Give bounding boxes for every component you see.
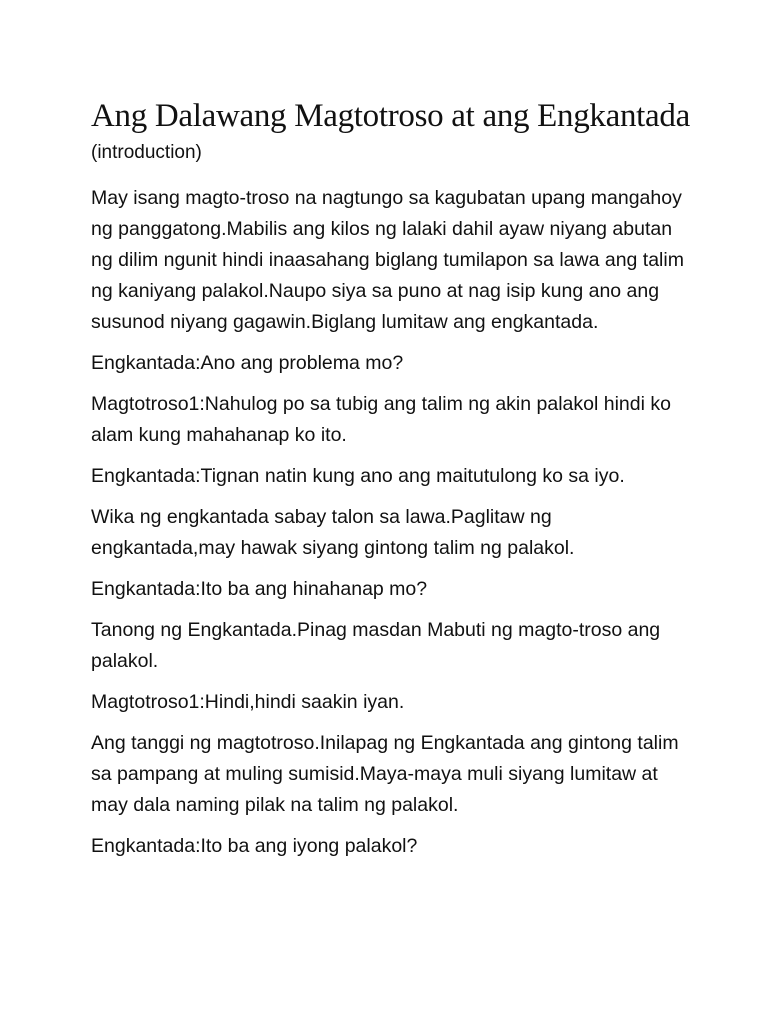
document-subtitle: (introduction) — [91, 142, 202, 163]
paragraph-dialogue: Engkantada:Ano ang problema mo? — [91, 352, 404, 374]
paragraph-dialogue: Engkantada:Tignan natin kung ano ang maitutulong ko sa iyo. — [91, 465, 625, 487]
paragraph-narration: Ang tanggi ng magtotroso.Inilapag ng Engkantada ang gintong talim sa pampang at muling sumisid.Maya-maya muli siyang lumitaw at may dala naming pilak na talim ng palakol. — [91, 732, 679, 816]
document-body — [91, 96, 691, 862]
paragraph-narration: Wika ng engkantada sabay talon sa lawa.Paglitaw ng engkantada,may hawak siyang gintong talim ng palakol. — [91, 506, 575, 559]
paragraph-dialogue: Engkantada:Ito ba ang hinahanap mo? — [91, 578, 428, 600]
paragraph-dialogue: Engkantada:Ito ba ang iyong palakol? — [91, 835, 418, 857]
paragraph-dialogue: Magtotroso1:Hindi,hindi saakin iyan. — [91, 691, 405, 713]
paragraph-dialogue: Magtotroso1:Nahulog po sa tubig ang talim ng akin palakol hindi ko alam kung mahahanap ko ito. — [91, 393, 671, 446]
paragraph-narration: Tanong ng Engkantada.Pinag masdan Mabuti ng magto-troso ang palakol. — [91, 619, 661, 672]
paragraph-intro: May isang magto-troso na nagtungo sa kagubatan upang mangahoy ng panggatong.Mabilis ang kilos ng lalaki dahil ayaw niyang abutan ng dilim ngunit hindi inaasahang biglang tumilapon sa lawa ang talim ng kaniyang palakol.Naupo siya sa puno at nag isip kung ano ang susunod niyang gagawin.Biglang lumitaw ang engkantada. — [91, 187, 684, 333]
document-title: Ang Dalawang Magtotroso at ang Engkantada — [91, 98, 690, 134]
